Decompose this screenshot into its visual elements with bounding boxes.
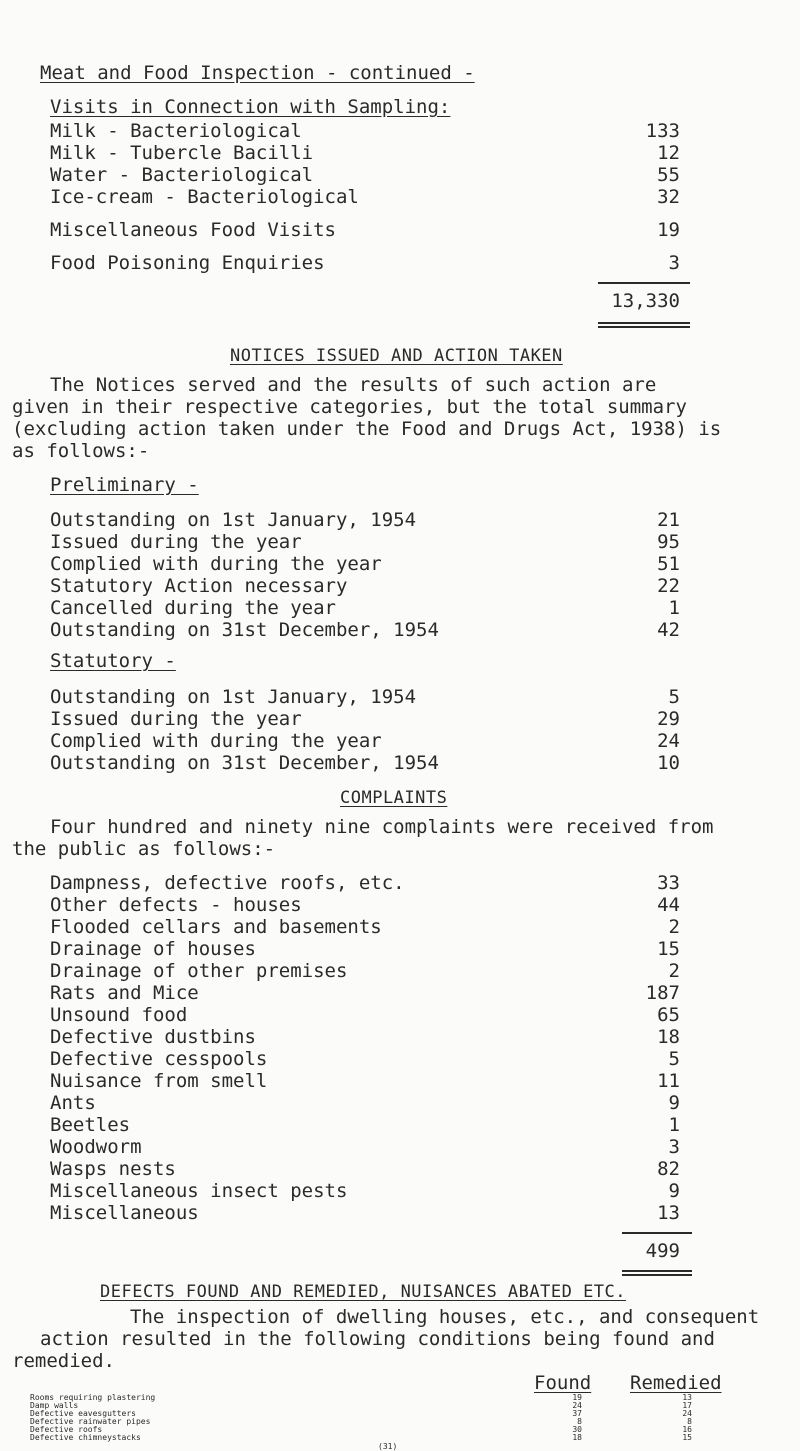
statutory-row-label: Outstanding on 31st December, 1954	[50, 752, 439, 774]
sampling-row-label: Milk - Bacteriological	[50, 120, 302, 142]
complaint-row-value: 82	[657, 1158, 680, 1180]
defect-row-remedied: 15	[682, 1433, 692, 1442]
complaint-row-label: Drainage of other premises	[50, 960, 348, 982]
complaint-row-value: 5	[668, 1048, 680, 1070]
total-rule	[598, 322, 690, 324]
complaint-row-value: 9	[668, 1180, 680, 1202]
sampling-total: 13,330	[611, 290, 680, 312]
complaint-row-label: Other defects - houses	[50, 894, 302, 916]
notices-intro-line: given in their respective categories, but the total summary	[12, 396, 687, 418]
complaint-row-value: 11	[657, 1070, 680, 1092]
preliminary-row-label: Statutory Action necessary	[50, 575, 348, 597]
statutory-row-value: 5	[668, 686, 680, 708]
complaint-row-value: 9	[668, 1092, 680, 1114]
food-poisoning-value: 3	[668, 252, 680, 274]
statutory-row-value: 29	[657, 708, 680, 730]
complaints-intro-line: the public as follows:-	[12, 838, 276, 860]
preliminary-row-value: 1	[668, 597, 680, 619]
complaint-row-label: Miscellaneous insect pests	[50, 1180, 348, 1202]
sampling-row-label: Milk - Tubercle Bacilli	[50, 142, 314, 164]
complaint-row-label: Wasps nests	[50, 1158, 176, 1180]
preliminary-row-label: Cancelled during the year	[50, 597, 336, 619]
preliminary-row-value: 42	[657, 619, 680, 641]
misc-food-visits-value: 19	[657, 219, 680, 241]
complaint-row-label: Nuisance from smell	[50, 1070, 268, 1092]
defect-row-found: 37	[572, 1409, 582, 1418]
subtotal-rule	[598, 282, 690, 284]
preliminary-row-value: 95	[657, 531, 680, 553]
defects-intro-line: The inspection of dwelling houses, etc., and consequent	[130, 1306, 760, 1328]
column-header-remedied: Remedied	[630, 1372, 722, 1394]
complaint-row-label: Unsound food	[50, 1004, 188, 1026]
statutory-title: Statutory -	[50, 650, 176, 672]
preliminary-row-value: 22	[657, 575, 680, 597]
complaint-row-value: 18	[657, 1026, 680, 1048]
preliminary-row-label: Outstanding on 31st December, 1954	[50, 619, 439, 641]
complaint-row-label: Defective dustbins	[50, 1026, 256, 1048]
statutory-row-value: 24	[657, 730, 680, 752]
defect-row-found: 30	[572, 1425, 582, 1434]
complaints-total-rule	[622, 1270, 692, 1272]
preliminary-title: Preliminary -	[50, 474, 199, 496]
sampling-row-value: 12	[657, 142, 680, 164]
defect-row-label: Defective eavesgutters	[30, 1409, 136, 1418]
complaint-row-value: 2	[668, 960, 680, 982]
sampling-row-label: Water - Bacteriological	[50, 164, 314, 186]
complaint-row-label: Dampness, defective roofs, etc.	[50, 872, 405, 894]
complaints-subtotal-rule	[622, 1232, 692, 1234]
defect-row-found: 18	[572, 1433, 582, 1442]
page-number: (31)	[378, 1442, 398, 1451]
defect-row-label: Defective roofs	[30, 1425, 103, 1434]
defect-row-remedied: 8	[687, 1417, 692, 1426]
complaint-row-label: Flooded cellars and basements	[50, 916, 382, 938]
notices-intro-line: The Notices served and the results of such action are	[50, 374, 657, 396]
statutory-row-label: Issued during the year	[50, 708, 302, 730]
defect-row-remedied: 16	[682, 1425, 692, 1434]
complaint-row-label: Drainage of houses	[50, 938, 256, 960]
complaint-row-value: 13	[657, 1202, 680, 1224]
complaint-row-label: Ants	[50, 1092, 96, 1114]
defect-row-remedied: 24	[682, 1409, 692, 1418]
notices-intro-line: (excluding action taken under the Food and Drugs Act, 1938) is	[12, 418, 722, 440]
preliminary-row-label: Complied with during the year	[50, 553, 382, 575]
statutory-row-label: Complied with during the year	[50, 730, 382, 752]
complaints-intro-line: Four hundred and ninety nine complaints were received from	[50, 816, 714, 838]
notices-heading: NOTICES ISSUED AND ACTION TAKEN	[230, 346, 563, 366]
defect-row-label: Rooms requiring plastering	[30, 1393, 156, 1402]
complaint-row-value: 2	[668, 916, 680, 938]
defects-intro-line: remedied.	[12, 1350, 115, 1372]
complaints-total: 499	[645, 1240, 680, 1262]
complaint-row-value: 33	[657, 872, 680, 894]
complaint-row-label: Beetles	[50, 1114, 131, 1136]
page-title: Meat and Food Inspection - continued -	[40, 62, 475, 84]
sampling-title: Visits in Connection with Sampling:	[50, 96, 451, 118]
preliminary-row-value: 51	[657, 553, 680, 575]
sampling-row-label: Ice-cream - Bacteriological	[50, 186, 359, 208]
defect-row-label: Defective rainwater pipes	[30, 1417, 151, 1426]
complaint-row-label: Miscellaneous	[50, 1202, 199, 1224]
complaint-row-value: 65	[657, 1004, 680, 1026]
defect-row-label: Damp walls	[30, 1401, 79, 1410]
complaints-heading: COMPLAINTS	[340, 788, 448, 808]
complaint-row-value: 187	[645, 982, 680, 1004]
complaint-row-value: 44	[657, 894, 680, 916]
complaints-total-rule-double	[622, 1274, 692, 1276]
preliminary-row-value: 21	[657, 509, 680, 531]
sampling-row-value: 133	[645, 120, 680, 142]
defect-row-remedied: 13	[682, 1393, 692, 1402]
complaint-row-value: 3	[668, 1136, 680, 1158]
complaint-row-label: Defective cesspools	[50, 1048, 268, 1070]
food-poisoning-label: Food Poisoning Enquiries	[50, 252, 325, 274]
defect-row-remedied: 17	[682, 1401, 692, 1410]
complaint-row-label: Woodworm	[50, 1136, 142, 1158]
column-header-found: Found	[534, 1372, 592, 1394]
statutory-row-label: Outstanding on 1st January, 1954	[50, 686, 417, 708]
preliminary-row-label: Issued during the year	[50, 531, 302, 553]
complaint-row-label: Rats and Mice	[50, 982, 199, 1004]
statutory-row-value: 10	[657, 752, 680, 774]
defect-row-label: Defective chimneystacks	[30, 1433, 141, 1442]
misc-food-visits-label: Miscellaneous Food Visits	[50, 219, 336, 241]
defect-row-found: 8	[577, 1417, 582, 1426]
complaint-row-value: 1	[668, 1114, 680, 1136]
defects-heading: DEFECTS FOUND AND REMEDIED, NUISANCES ABATED ETC.	[100, 1282, 627, 1302]
total-rule-double	[598, 326, 690, 328]
preliminary-row-label: Outstanding on 1st January, 1954	[50, 509, 417, 531]
defect-row-found: 24	[572, 1401, 582, 1410]
complaint-row-value: 15	[657, 938, 680, 960]
sampling-row-value: 32	[657, 186, 680, 208]
notices-intro-line: as follows:-	[12, 440, 150, 462]
defects-intro-line: action resulted in the following conditions being found and	[40, 1328, 715, 1350]
sampling-row-value: 55	[657, 164, 680, 186]
defect-row-found: 19	[572, 1393, 582, 1402]
